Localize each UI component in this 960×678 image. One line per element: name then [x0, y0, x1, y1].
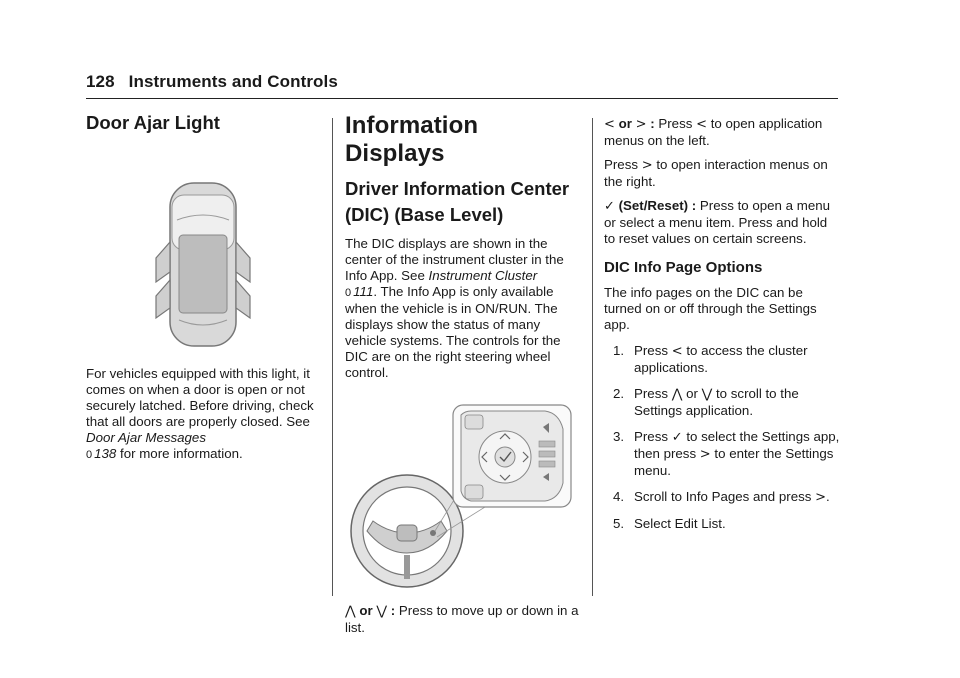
- right-chevron-icon: >: [641, 158, 653, 173]
- down-chevron-icon: ⋁: [376, 604, 388, 619]
- up-chevron-icon: ⋀: [671, 387, 683, 402]
- page-header: [86, 72, 338, 92]
- page-ref-icon: 0: [345, 287, 352, 299]
- checkmark-icon: ✓: [671, 430, 683, 445]
- dic-heading: Driver Information Center (DIC) (Base Level): [345, 178, 570, 225]
- list-item: 2. Press ⋀ or ⋁ to scroll to the Settings application.: [613, 386, 799, 418]
- right-chevron-icon: >: [635, 117, 647, 132]
- door-ajar-ref-page[interactable]: 138: [94, 446, 117, 461]
- column-door-ajar: [86, 112, 322, 463]
- up-down-label: ⋀ or ⋁ :: [345, 603, 396, 619]
- list-item: 4. Scroll to Info Pages and press >.: [613, 489, 830, 505]
- down-chevron-icon: ⋁: [701, 387, 713, 402]
- door-ajar-paragraph: For vehicles equipped with this light, it comes on when a door is open or not securely latched. Before driving, check that all doors are properly closed. See Door Ajar Messages 0 138 for more information.: [86, 366, 314, 461]
- steering-wheel-controls-figure: [345, 403, 575, 593]
- left-chevron-icon: <: [696, 117, 707, 132]
- info-displays-heading: Information Displays: [345, 112, 479, 167]
- checkmark-icon: ✓: [604, 199, 615, 214]
- list-item: 5. Select Edit List.: [613, 516, 726, 531]
- door-ajar-ref-link[interactable]: Door Ajar Messages: [86, 430, 206, 445]
- left-chevron-icon: <: [604, 117, 615, 132]
- dic-paragraph: The DIC displays are shown in the center of the instrument cluster in the Info App. See Instrument Cluster 0 111. The Info App is only available when the vehicle is in ON/RUN. The displays show the status of many vehicle systems. The controls for the DIC are on the right steering wheel control.: [345, 236, 564, 380]
- page-title: Instruments and Controls: [128, 72, 338, 91]
- column-controls: [604, 112, 840, 532]
- page-number: 128: [86, 72, 115, 91]
- column-divider-2: [592, 118, 593, 596]
- instrument-cluster-ref-link[interactable]: Instrument Cluster: [428, 268, 538, 283]
- left-right-label: < or > :: [604, 116, 655, 132]
- set-reset-paragraph: ✓ (Set/Reset) : Press to open a menu or select a menu item. Press and hold to reset values on certain screens.: [604, 198, 830, 246]
- left-chevron-icon: <: [671, 344, 683, 359]
- header-rule: [86, 98, 838, 99]
- right-paragraph: Press > to open interaction menus on the right.: [604, 157, 828, 189]
- right-chevron-icon: >: [699, 447, 711, 462]
- column-info-displays: [345, 112, 583, 636]
- list-item: 1. Press < to access the cluster applications.: [613, 343, 808, 375]
- right-chevron-icon: >: [815, 490, 827, 505]
- set-reset-label: ✓ (Set/Reset) :: [604, 198, 697, 214]
- dic-info-page-paragraph: The info pages on the DIC can be turned on or off through the Settings app.: [604, 285, 817, 332]
- door-ajar-heading: Door Ajar Light: [86, 112, 220, 133]
- door-ajar-car-figure: [153, 180, 253, 350]
- page-ref-icon: 0: [86, 449, 93, 461]
- steps-list: [604, 343, 840, 532]
- up-down-paragraph: ⋀ or ⋁ : Press to move up or down in a list.: [345, 603, 579, 635]
- car-top-view-icon: [153, 180, 253, 350]
- left-right-paragraph: < or > : Press < to open application menus on the left.: [604, 116, 823, 148]
- column-divider-1: [332, 118, 333, 596]
- list-item: 3. Press ✓ to select the Settings app, then press > to enter the Settings menu.: [613, 429, 840, 478]
- dic-info-page-heading: DIC Info Page Options: [604, 259, 763, 276]
- instrument-cluster-ref-page[interactable]: 111: [353, 284, 374, 299]
- up-chevron-icon: ⋀: [345, 604, 356, 619]
- steering-wheel-icon: [345, 403, 575, 593]
